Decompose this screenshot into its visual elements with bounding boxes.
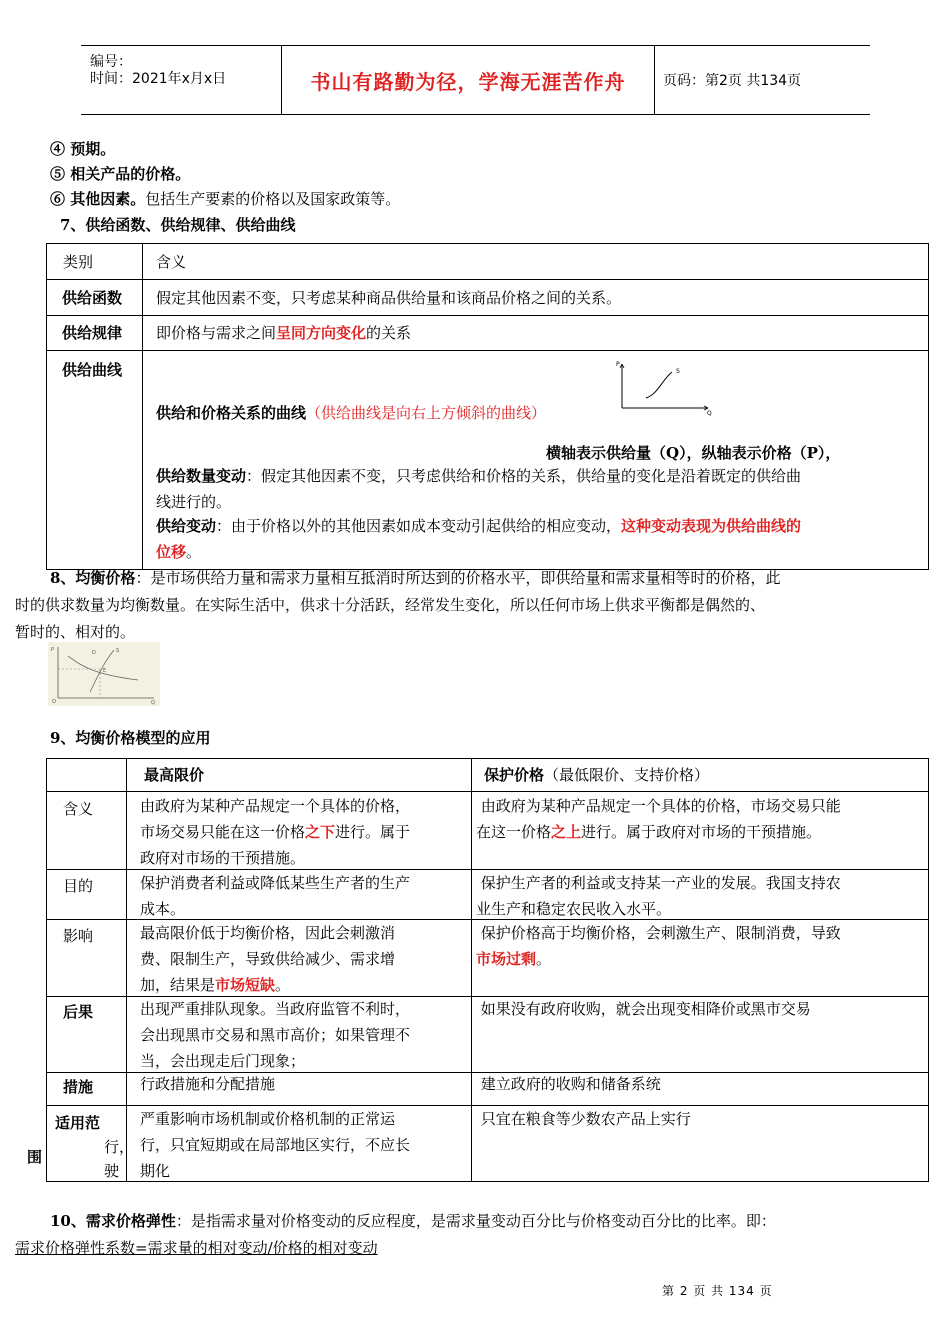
col-protect-rest: （最低限价、支持价格） — [544, 766, 710, 784]
meaning-max-2: 市场交易只能在这一价格 — [140, 823, 306, 841]
meaning-protect-3: 进行。属于政府对市场的干预措施。 — [581, 823, 822, 841]
factor-related-price: ⑤ 相关产品的价格。 — [50, 165, 191, 183]
consequence-max — [140, 996, 470, 1074]
factor-other — [50, 188, 400, 209]
purpose-max — [140, 870, 470, 922]
supply-curve-graph — [616, 358, 716, 416]
factor-other-text: 包括生产要素的价格以及国家政策等。 — [145, 190, 401, 208]
impact-max-3: 加，结果是 — [140, 976, 216, 994]
supply-function-text: 假定其他因素不变，只考虑某种商品供给量和该商品价格之间的关系。 — [156, 289, 622, 307]
meaning-max — [140, 793, 470, 871]
factor-other-bold: ⑥ 其他因素。 — [50, 190, 146, 208]
row-measures-label: 措施 — [63, 1078, 94, 1096]
quantity-change-line1: ：假定其他因素不变，只考虑供给和价格的关系，供给量的变化是沿着既定的供给曲 — [246, 467, 802, 485]
row-scope-label: 适用范 — [55, 1114, 101, 1132]
factor-expectation: ④ 预期。 — [50, 140, 116, 158]
supply-curve-def-red: （供给曲线是向右上方倾斜的曲线） — [306, 404, 547, 422]
consequence-max-3: 当，会出现走后门现象； — [140, 1052, 306, 1070]
header-info-cell — [81, 46, 282, 114]
scope-max — [140, 1106, 470, 1184]
col-max-price: 最高限价 — [144, 766, 205, 784]
page-header — [81, 45, 870, 115]
header-motto: 书山有路勤为径，学海无涯苦作舟 — [310, 70, 626, 94]
impact-protect-2: 。 — [536, 950, 552, 968]
supply-table — [46, 243, 929, 570]
row-purpose-label: 目的 — [63, 877, 94, 895]
scope-max-1: 严重影响市场机制或价格机制的正常运 — [140, 1110, 396, 1128]
row-impact-label: 影响 — [63, 927, 94, 945]
header-motto-cell — [282, 46, 655, 114]
quantity-change-text — [156, 463, 926, 515]
supply-change-highlight-2: 位移 — [156, 543, 187, 561]
purpose-protect — [476, 870, 928, 922]
impact-max-1: 最高限价低于均衡价格，因此会刺激消 — [140, 924, 396, 942]
impact-protect — [476, 920, 928, 972]
supply-law-text — [156, 322, 411, 343]
eq-p-label: P — [51, 647, 55, 653]
col-protect-price — [484, 764, 709, 785]
meaning-protect — [476, 793, 928, 845]
page-footer: 第 2 页 共 134 页 — [662, 1284, 773, 1298]
eq-s-label: S — [116, 648, 120, 654]
header-page-cell — [655, 46, 870, 114]
measures-protect: 建立政府的收购和储备系统 — [476, 1075, 661, 1093]
row-scope-artifact-1: 行， — [104, 1138, 135, 1156]
consequence-max-1: 出现严重排队现象。当政府监管不利时， — [140, 1000, 411, 1018]
supply-law-highlight: 呈同方向变化 — [276, 324, 367, 342]
impact-max-4: 。 — [275, 976, 291, 994]
meaning-protect-1: 由政府为某种产品规定一个具体的价格，市场交易只能 — [476, 797, 841, 815]
meaning-protect-highlight: 之上 — [551, 823, 582, 841]
price-control-table — [46, 758, 929, 1182]
equilibrium-graph — [48, 642, 160, 706]
graph-q-label: Q — [707, 410, 712, 416]
eq-e-label: E — [103, 668, 107, 674]
supply-curve-line — [646, 372, 672, 398]
supply-function-label: 供给函数 — [62, 289, 123, 307]
supply-change-bold: 供给变动 — [156, 517, 217, 535]
section8-title: 8、均衡价格 — [50, 569, 136, 587]
supply-change-text — [156, 513, 931, 565]
supply-change-body: ：由于价格以外的其他因素如成本变动引起供给的相应变动， — [216, 517, 622, 535]
supply-curve-def-bold: 供给和价格关系的曲线 — [156, 404, 307, 422]
supply-change-end: 。 — [186, 543, 202, 561]
axis-note: 横轴表示供给量（Q），纵轴表示价格（P）， — [546, 444, 841, 462]
table1-head-meaning: 含义 — [156, 253, 187, 271]
section7-title: 7、供给函数、供给规律、供给曲线 — [60, 216, 296, 234]
meaning-max-highlight: 之下 — [305, 823, 336, 841]
supply-law-label: 供给规律 — [62, 324, 123, 342]
supply-curve-label: 供给曲线 — [62, 361, 123, 379]
impact-protect-highlight: 市场过剩 — [476, 950, 537, 968]
impact-max-highlight: 市场短缺 — [215, 976, 276, 994]
meaning-max-4: 政府对市场的干预措施。 — [140, 849, 306, 867]
graph-s-label: S — [676, 368, 680, 375]
document-date-label: 时间：2021年x月x日 — [90, 71, 227, 87]
impact-max — [140, 920, 470, 998]
eq-d-label: D — [92, 650, 96, 656]
col-protect-bold: 保护价格 — [484, 766, 545, 784]
supply-curve-definition — [156, 402, 546, 423]
header-page-number: 页码：第2页 共134页 — [663, 73, 802, 89]
meaning-max-3: 进行。属于 — [335, 823, 411, 841]
section8-line1: ：是市场供给力量和需求力量相互抵消时所达到的价格水平，即供给量和需求量相等时的价格，此 — [135, 569, 781, 587]
row-meaning-label: 含义 — [63, 800, 94, 818]
row-consequence-label: 后果 — [63, 1003, 94, 1021]
graph-p-label: P — [616, 361, 620, 368]
measures-max: 行政措施和分配措施 — [140, 1075, 276, 1093]
row-scope-artifact-2: 驶 — [104, 1162, 120, 1180]
purpose-max-2: 成本。 — [140, 900, 186, 918]
scope-max-2: 行，只宜短期或在局部地区实行，不应长 — [140, 1136, 411, 1154]
purpose-protect-2: 业生产和稳定农民收入水平。 — [476, 900, 672, 918]
quantity-change-bold: 供给数量变动 — [156, 467, 247, 485]
section8-line3: 暂时的、相对的。 — [15, 623, 136, 641]
section8-line2: 时的供求数量为均衡数量。在实际生活中，供求十分活跃，经常发生变化，所以任何市场上供求平衡都是偶然的、 — [15, 596, 766, 614]
supply-law-pre: 即价格与需求之间 — [156, 324, 277, 342]
impact-protect-1: 保护价格高于均衡价格，会刺激生产、限制消费，导致 — [476, 924, 841, 942]
quantity-change-line2: 线进行的。 — [156, 493, 232, 511]
purpose-max-1: 保护消费者利益或降低某些生产者的生产 — [140, 874, 411, 892]
section10-title: 10、需求价格弹性 — [50, 1212, 176, 1230]
consequence-max-2: 会出现黑市交易和黑市高价；如果管理不 — [140, 1026, 411, 1044]
supply-change-highlight: 这种变动表现为供给曲线的 — [621, 517, 802, 535]
section8-paragraph — [15, 565, 935, 646]
row-scope-label-tail: 围 — [27, 1148, 43, 1166]
meaning-protect-2: 在这一价格 — [476, 823, 552, 841]
section10-paragraph — [15, 1208, 935, 1262]
supply-law-post: 的关系 — [366, 324, 412, 342]
section9-title: 9、均衡价格模型的应用 — [50, 729, 211, 747]
meaning-max-1: 由政府为某种产品规定一个具体的价格， — [140, 797, 411, 815]
elasticity-formula: 需求价格弹性系数=需求量的相对变动/价格的相对变动 — [15, 1239, 378, 1257]
section10-text: ：是指需求量对价格变动的反应程度，是需求量变动百分比与价格变动百分比的比率。即： — [175, 1212, 776, 1230]
scope-max-3: 期化 — [140, 1162, 171, 1180]
impact-max-2: 费、限制生产，导致供给减少、需求增 — [140, 950, 396, 968]
eq-o-label: O — [52, 699, 56, 705]
purpose-protect-1: 保护生产者的利益或支持某一产业的发展。我国支持农 — [476, 874, 841, 892]
table1-head-category: 类别 — [63, 253, 94, 271]
scope-protect: 只宜在粮食等少数农产品上实行 — [476, 1110, 691, 1128]
document-number-label: 编号： — [90, 54, 132, 70]
consequence-protect: 如果没有政府收购，就会出现变相降价或黑市交易 — [476, 1000, 811, 1018]
eq-q-label: Q — [151, 700, 155, 706]
